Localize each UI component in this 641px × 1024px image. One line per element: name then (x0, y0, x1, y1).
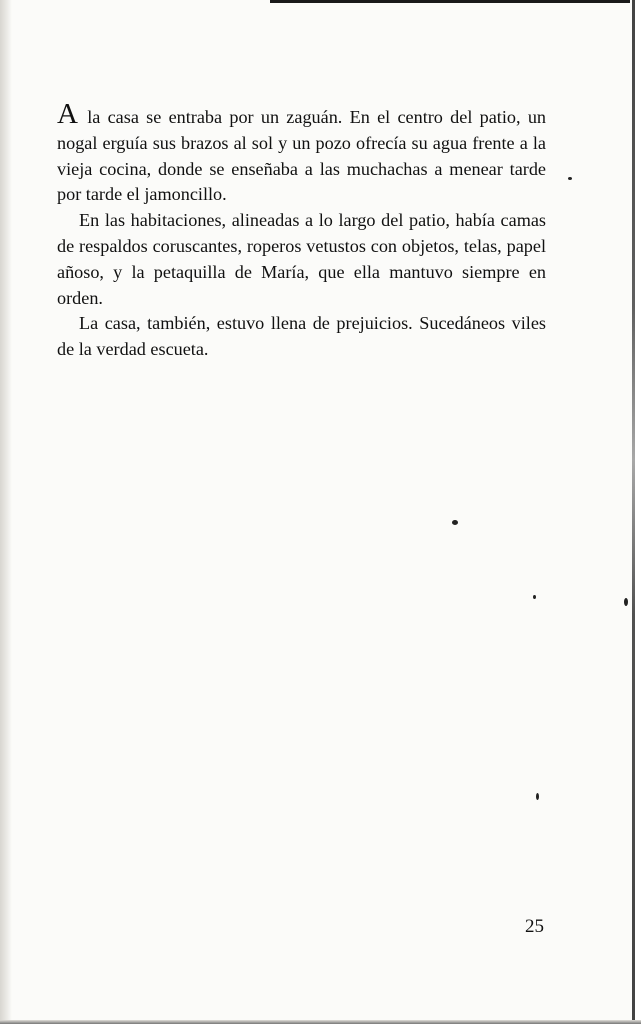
page-number: 25 (525, 916, 544, 937)
scan-speck (536, 793, 539, 800)
drop-cap: A (57, 98, 78, 130)
scan-speck (568, 177, 572, 180)
page-top-edge (270, 0, 630, 3)
scan-speck (533, 595, 536, 599)
scan-speck (452, 520, 458, 525)
body-text (57, 98, 547, 363)
page-right-margin (635, 0, 641, 1024)
page-left-shadow (0, 0, 12, 1024)
page-bottom-edge (0, 1020, 641, 1024)
paragraph-3: La casa, también, estuvo llena de prejuicios. Sucedáneos viles de la verdad escueta. (57, 313, 546, 360)
paragraph-2: En las habitaciones, alineadas a lo largo del patio, había camas de respaldos coruscantes, roperos vetustos con objetos, telas, papel añoso, y la petaquilla de María, que ella mantuvo siempre en orden. (57, 210, 546, 308)
paragraph-1-text: la casa se entraba por un zaguán. En el centro del patio, un nogal erguía sus brazos al sol y un pozo ofrecía su agua frente a la vieja cocina, donde se enseñaba a las muchachas a menear tarde por tarde el jamoncillo. (57, 107, 547, 205)
page-right-edge (632, 0, 635, 1024)
paragraph-1 (57, 98, 547, 208)
scan-speck (624, 598, 628, 606)
